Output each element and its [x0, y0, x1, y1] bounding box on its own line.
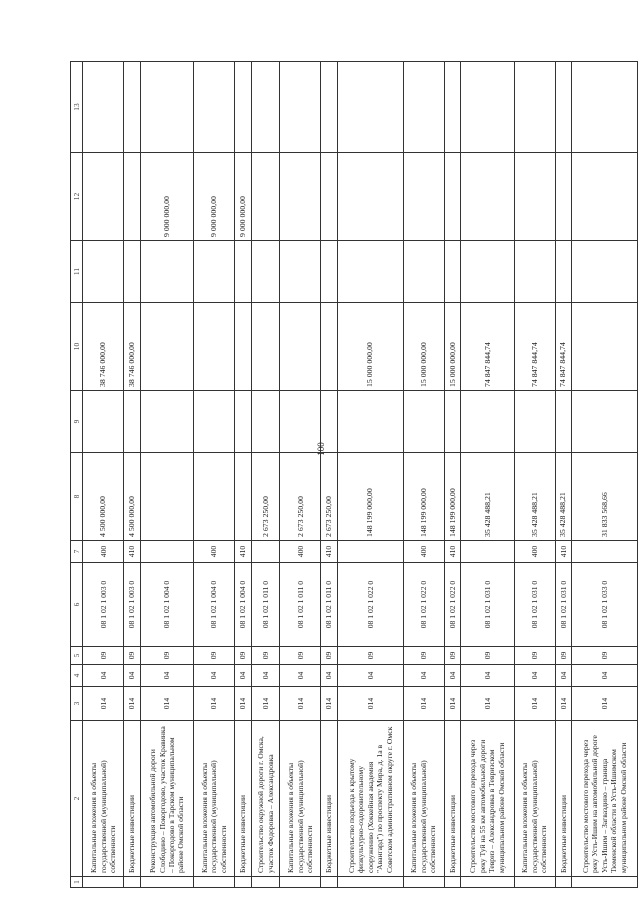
cell-col-4: 04 [572, 665, 638, 687]
cell-col-4: 04 [124, 665, 141, 687]
cell-col-5: 09 [321, 647, 338, 665]
table-row [555, 62, 572, 888]
cell-col-12 [514, 153, 555, 241]
cell-col-13 [461, 62, 514, 153]
cell-col-4: 04 [337, 665, 403, 687]
cell-col-6: 08 1 02 1 033 0 [572, 563, 638, 647]
row-marker-cell [403, 877, 444, 888]
cell-col-4: 04 [444, 665, 461, 687]
cell-col-9 [235, 391, 252, 453]
cell-col-11 [280, 241, 321, 303]
cell-col-13 [337, 62, 403, 153]
cell-col-11 [251, 241, 280, 303]
row-marker-cell [194, 877, 235, 888]
cell-col-7 [251, 541, 280, 563]
table-row [514, 62, 555, 888]
cell-col-10: 74 847 844,74 [555, 303, 572, 391]
cell-col-13 [572, 62, 638, 153]
cell-col-5: 09 [194, 647, 235, 665]
cell-col-7: 410 [321, 541, 338, 563]
cell-col-3: 014 [280, 687, 321, 721]
cell-col-10: 38 746 000,00 [83, 303, 124, 391]
column-number-10: 10 [71, 303, 83, 391]
page-number: 100 [315, 442, 326, 456]
cell-col-9 [251, 391, 280, 453]
column-number-9: 9 [71, 391, 83, 453]
cell-col-10 [321, 303, 338, 391]
cell-col-13 [555, 62, 572, 153]
cell-col-11 [83, 241, 124, 303]
row-name-cell: Капитальные вложения в объекты государственной (муниципальной) собственности [194, 721, 235, 877]
cell-col-9 [83, 391, 124, 453]
cell-col-10: 74 847 844,74 [514, 303, 555, 391]
cell-col-9 [140, 391, 193, 453]
row-marker-cell [461, 877, 514, 888]
cell-col-4: 04 [461, 665, 514, 687]
cell-col-12 [444, 153, 461, 241]
cell-col-7: 410 [124, 541, 141, 563]
cell-col-6: 08 1 02 1 022 0 [337, 563, 403, 647]
table-row [403, 62, 444, 888]
cell-col-12 [403, 153, 444, 241]
cell-col-8: 4 500 000,00 [83, 453, 124, 541]
cell-col-6: 08 1 02 1 011 0 [251, 563, 280, 647]
table-row [83, 62, 124, 888]
cell-col-6: 08 1 02 1 022 0 [444, 563, 461, 647]
cell-col-9 [444, 391, 461, 453]
cell-col-11 [403, 241, 444, 303]
cell-col-3: 014 [461, 687, 514, 721]
cell-col-6: 08 1 02 1 031 0 [555, 563, 572, 647]
cell-col-12 [337, 153, 403, 241]
cell-col-5: 09 [444, 647, 461, 665]
cell-col-4: 04 [555, 665, 572, 687]
cell-col-5: 09 [83, 647, 124, 665]
cell-col-11 [572, 241, 638, 303]
cell-col-3: 014 [83, 687, 124, 721]
cell-col-4: 04 [280, 665, 321, 687]
cell-col-8: 148 199 000,00 [444, 453, 461, 541]
cell-col-6: 08 1 02 1 031 0 [514, 563, 555, 647]
cell-col-5: 09 [555, 647, 572, 665]
cell-col-9 [194, 391, 235, 453]
row-name-cell: Капитальные вложения в объекты государственной (муниципальной) собственности [83, 721, 124, 877]
cell-col-3: 014 [235, 687, 252, 721]
row-marker-cell [321, 877, 338, 888]
rotated-table-wrapper [70, 62, 638, 888]
cell-col-4: 04 [83, 665, 124, 687]
cell-col-7 [572, 541, 638, 563]
cell-col-10: 15 000 000,00 [444, 303, 461, 391]
budget-table [70, 61, 638, 888]
cell-col-8: 35 428 488,21 [514, 453, 555, 541]
table-row [280, 62, 321, 888]
cell-col-11 [461, 241, 514, 303]
cell-col-13 [321, 62, 338, 153]
cell-col-6: 08 1 02 1 031 0 [461, 563, 514, 647]
row-name-cell: Бюджетные инвестиции [124, 721, 141, 877]
cell-col-4: 04 [321, 665, 338, 687]
cell-col-7: 400 [194, 541, 235, 563]
cell-col-10 [140, 303, 193, 391]
cell-col-11 [337, 241, 403, 303]
cell-col-4: 04 [514, 665, 555, 687]
cell-col-3: 014 [321, 687, 338, 721]
cell-col-7: 410 [555, 541, 572, 563]
cell-col-12 [280, 153, 321, 241]
cell-col-3: 014 [124, 687, 141, 721]
table-row [251, 62, 280, 888]
cell-col-13 [194, 62, 235, 153]
row-name-cell: Строительство мостового перехода через реку Туй на 55 км автомобильной дороги Тевриз – Александровка в Тевризском муниципальном районе Омской области [461, 721, 514, 877]
cell-col-7: 400 [403, 541, 444, 563]
row-name-cell: Бюджетные инвестиции [321, 721, 338, 877]
cell-col-9 [321, 391, 338, 453]
column-number-1: 1 [71, 877, 83, 888]
cell-col-12: 9 000 000,00 [235, 153, 252, 241]
cell-col-8: 148 199 000,00 [403, 453, 444, 541]
cell-col-4: 04 [403, 665, 444, 687]
cell-col-12: 9 000 000,00 [140, 153, 193, 241]
table-row [572, 62, 638, 888]
cell-col-13 [403, 62, 444, 153]
cell-col-11 [124, 241, 141, 303]
cell-col-12: 9 000 000,00 [194, 153, 235, 241]
cell-col-7: 410 [444, 541, 461, 563]
row-marker-cell [555, 877, 572, 888]
row-name-cell: Капитальные вложения в объекты государственной (муниципальной) собственности [280, 721, 321, 877]
cell-col-6: 08 1 02 1 011 0 [321, 563, 338, 647]
cell-col-6: 08 1 02 1 011 0 [280, 563, 321, 647]
table-row [124, 62, 141, 888]
row-marker-cell [572, 877, 638, 888]
cell-col-11 [555, 241, 572, 303]
row-marker-cell [124, 877, 141, 888]
column-number-4: 4 [71, 665, 83, 687]
column-number-2: 2 [71, 721, 83, 877]
cell-col-5: 09 [235, 647, 252, 665]
cell-col-9 [124, 391, 141, 453]
cell-col-6: 08 1 02 1 004 0 [235, 563, 252, 647]
cell-col-8: 2 673 250,00 [280, 453, 321, 541]
row-marker-cell [235, 877, 252, 888]
cell-col-9 [555, 391, 572, 453]
cell-col-3: 014 [337, 687, 403, 721]
row-name-cell: Строительство окружной дороги г. Омска, участок Федоровка – Александровка [251, 721, 280, 877]
column-number-13: 13 [71, 62, 83, 153]
cell-col-3: 014 [514, 687, 555, 721]
column-number-6: 6 [71, 563, 83, 647]
row-marker-cell [280, 877, 321, 888]
cell-col-7: 400 [280, 541, 321, 563]
row-marker-cell [337, 877, 403, 888]
cell-col-13 [251, 62, 280, 153]
table-row [140, 62, 193, 888]
table-row [321, 62, 338, 888]
column-number-12: 12 [71, 153, 83, 241]
cell-col-3: 014 [572, 687, 638, 721]
table-row [194, 62, 235, 888]
cell-col-6: 08 1 02 1 004 0 [140, 563, 193, 647]
row-name-cell: Бюджетные инвестиции [235, 721, 252, 877]
cell-col-12 [555, 153, 572, 241]
cell-col-11 [444, 241, 461, 303]
cell-col-8: 31 833 568,66 [572, 453, 638, 541]
row-marker-cell [83, 877, 124, 888]
row-name-cell: Капитальные вложения в объекты государственной (муниципальной) собственности [514, 721, 555, 877]
cell-col-10 [251, 303, 280, 391]
table-row [337, 62, 403, 888]
cell-col-6: 08 1 02 1 004 0 [194, 563, 235, 647]
cell-col-9 [337, 391, 403, 453]
row-name-cell: Строительство мостового перехода через реку Усть-Ишим на автомобильной дороге Усть-Ишим – Загваздино – граница Тюменской области в Усть-Ишимском муниципальном районе Омской области [572, 721, 638, 877]
cell-col-10 [280, 303, 321, 391]
cell-col-8: 4 500 000,00 [124, 453, 141, 541]
cell-col-9 [514, 391, 555, 453]
cell-col-13 [514, 62, 555, 153]
cell-col-5: 09 [514, 647, 555, 665]
row-name-cell: Реконструкция автомобильной дороги Слободино – Покоргодово, участок Кравинка – Покоргодово в Тарском муниципальном районе Омской области [140, 721, 193, 877]
cell-col-4: 04 [140, 665, 193, 687]
cell-col-13 [280, 62, 321, 153]
table-row [235, 62, 252, 888]
cell-col-12 [83, 153, 124, 241]
cell-col-3: 014 [555, 687, 572, 721]
cell-col-12 [321, 153, 338, 241]
cell-col-11 [235, 241, 252, 303]
cell-col-13 [83, 62, 124, 153]
cell-col-10 [235, 303, 252, 391]
row-marker-cell [140, 877, 193, 888]
cell-col-3: 014 [140, 687, 193, 721]
cell-col-7: 400 [514, 541, 555, 563]
cell-col-5: 09 [337, 647, 403, 665]
cell-col-7 [140, 541, 193, 563]
cell-col-13 [140, 62, 193, 153]
cell-col-6: 08 1 02 1 003 0 [83, 563, 124, 647]
cell-col-13 [444, 62, 461, 153]
column-number-8: 8 [71, 453, 83, 541]
cell-col-5: 09 [280, 647, 321, 665]
column-number-11: 11 [71, 241, 83, 303]
cell-col-12 [251, 153, 280, 241]
document-table-area [70, 62, 638, 888]
cell-col-11 [514, 241, 555, 303]
cell-col-8 [235, 453, 252, 541]
cell-col-3: 014 [444, 687, 461, 721]
cell-col-9 [403, 391, 444, 453]
cell-col-10: 74 847 844,74 [461, 303, 514, 391]
cell-col-13 [235, 62, 252, 153]
cell-col-9 [572, 391, 638, 453]
row-marker-cell [444, 877, 461, 888]
cell-col-10: 38 746 000,00 [124, 303, 141, 391]
row-name-cell: Бюджетные инвестиции [555, 721, 572, 877]
cell-col-11 [321, 241, 338, 303]
cell-col-13 [124, 62, 141, 153]
cell-col-8: 2 673 250,00 [321, 453, 338, 541]
cell-col-9 [280, 391, 321, 453]
cell-col-10 [572, 303, 638, 391]
cell-col-11 [140, 241, 193, 303]
column-number-3: 3 [71, 687, 83, 721]
cell-col-8: 2 673 250,00 [251, 453, 280, 541]
cell-col-10: 15 000 000,00 [337, 303, 403, 391]
cell-col-8: 35 428 488,21 [555, 453, 572, 541]
cell-col-3: 014 [403, 687, 444, 721]
column-number-7: 7 [71, 541, 83, 563]
cell-col-8: 148 199 000,00 [337, 453, 403, 541]
cell-col-4: 04 [251, 665, 280, 687]
cell-col-8: 35 428 488,21 [461, 453, 514, 541]
row-marker-cell [514, 877, 555, 888]
cell-col-5: 09 [124, 647, 141, 665]
cell-col-10 [194, 303, 235, 391]
cell-col-4: 04 [194, 665, 235, 687]
cell-col-4: 04 [235, 665, 252, 687]
cell-col-9 [461, 391, 514, 453]
cell-col-6: 08 1 02 1 003 0 [124, 563, 141, 647]
cell-col-5: 09 [251, 647, 280, 665]
column-number-5: 5 [71, 647, 83, 665]
row-marker-cell [251, 877, 280, 888]
cell-col-7 [461, 541, 514, 563]
cell-col-5: 09 [403, 647, 444, 665]
table-header-row [71, 62, 83, 888]
cell-col-7: 400 [83, 541, 124, 563]
row-name-cell: Строительство подъезда к крытому физкультурно-оздоровительному сооружению (Хоккейная академия "Авангард") по проспекту Мира, д. 1а в Советском административном округе г. Омск [337, 721, 403, 877]
table-row [461, 62, 514, 888]
cell-col-6: 08 1 02 1 022 0 [403, 563, 444, 647]
cell-col-5: 09 [140, 647, 193, 665]
table-row [444, 62, 461, 888]
cell-col-8 [194, 453, 235, 541]
cell-col-3: 014 [251, 687, 280, 721]
cell-col-5: 09 [572, 647, 638, 665]
row-name-cell: Бюджетные инвестиции [444, 721, 461, 877]
cell-col-12 [461, 153, 514, 241]
cell-col-12 [124, 153, 141, 241]
cell-col-5: 09 [461, 647, 514, 665]
cell-col-11 [194, 241, 235, 303]
cell-col-12 [572, 153, 638, 241]
cell-col-10: 15 000 000,00 [403, 303, 444, 391]
cell-col-8 [140, 453, 193, 541]
cell-col-3: 014 [194, 687, 235, 721]
cell-col-7: 410 [235, 541, 252, 563]
row-name-cell: Капитальные вложения в объекты государственной (муниципальной) собственности [403, 721, 444, 877]
cell-col-7 [337, 541, 403, 563]
